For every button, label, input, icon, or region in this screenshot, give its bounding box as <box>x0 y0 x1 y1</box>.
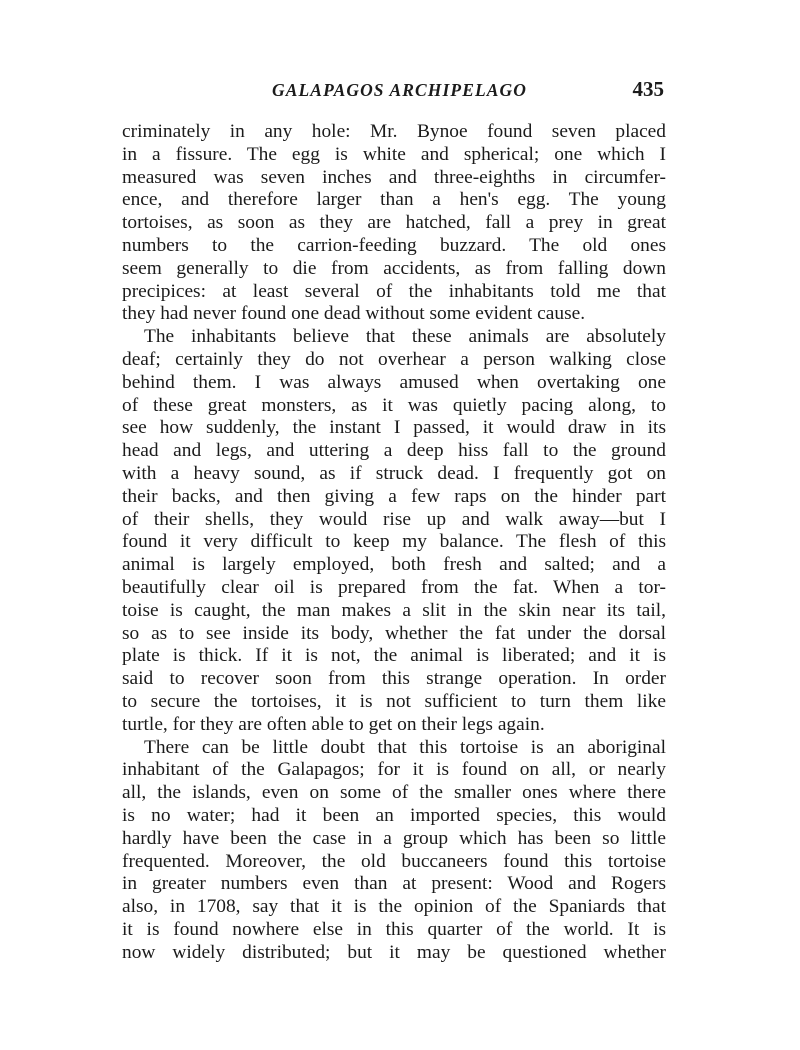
text-line: behind them. I was always amused when overtaking one <box>122 371 666 393</box>
text-line: in a fissure. The egg is white and spherical; one which I <box>122 143 666 165</box>
text-line: hardly have been the case in a group which has been so little <box>122 827 666 849</box>
text-line: so as to see inside its body, whether the fat under the dorsal <box>122 622 666 644</box>
paragraph-first-line: The inhabitants believe that these animals are absolutely <box>144 326 666 348</box>
text-line: now widely distributed; but it may be questioned whether <box>122 941 666 963</box>
text-line: precipices: at least several of the inhabitants told me that <box>122 280 666 302</box>
text-line: criminately in any hole: Mr. Bynoe found seven placed <box>122 121 666 142</box>
text-line: all, the islands, even on some of the smaller ones where there <box>122 782 666 804</box>
text-line: said to recover soon from this strange operation. In order <box>122 668 666 690</box>
text-line: plate is thick. If it is not, the animal is liberated; and it is <box>122 645 666 667</box>
running-title: GALAPAGOS ARCHIPELAGO <box>272 80 528 100</box>
text-line: their backs, and then giving a few raps on the hinder part <box>122 485 666 507</box>
text-line: see how suddenly, the instant I passed, it would draw in its <box>122 417 666 439</box>
text-line: measured was seven inches and three-eighths in circumfer- <box>122 166 666 188</box>
text-line: beautifully clear oil is prepared from the fat. When a tor- <box>122 576 666 598</box>
page-number: 435 <box>632 77 664 101</box>
text-line: it is found nowhere else in this quarter of the world. It is <box>122 918 666 940</box>
text-line: animal is largely employed, both fresh and salted; and a <box>122 554 666 576</box>
text-line: tortoises, as soon as they are hatched, fall a prey in great <box>122 212 666 234</box>
text-line: of these great monsters, as it was quietly pacing along, to <box>122 394 666 416</box>
text-line: turtle, for they are often able to get on their legs again. <box>122 713 545 735</box>
body-text <box>122 121 666 964</box>
text-line: in greater numbers even than at present: Wood and Rogers <box>122 873 666 895</box>
text-line: also, in 1708, say that it is the opinion of the Spaniards that <box>122 896 666 918</box>
text-line: toise is caught, the man makes a slit in the skin near its tail, <box>122 599 666 621</box>
text-line: head and legs, and uttering a deep hiss fall to the ground <box>122 440 666 462</box>
text-line: frequented. Moreover, the old buccaneers found this tortoise <box>122 850 666 872</box>
running-head <box>122 77 666 110</box>
text-line: of their shells, they would rise up and walk away—but I <box>122 508 666 530</box>
text-line: with a heavy sound, as if struck dead. I frequently got on <box>122 462 666 484</box>
text-line: is no water; had it been an imported species, this would <box>122 804 666 826</box>
text-line: seem generally to die from accidents, as from falling down <box>122 257 666 279</box>
text-line: found it very difficult to keep my balance. The flesh of this <box>122 531 666 553</box>
text-line: to secure the tortoises, it is not sufficient to turn them like <box>122 690 666 712</box>
text-line: deaf; certainly they do not overhear a person walking close <box>122 348 666 370</box>
text-line: inhabitant of the Galapagos; for it is found on all, or nearly <box>122 759 666 781</box>
text-line: numbers to the carrion-feeding buzzard. The old ones <box>122 234 666 256</box>
text-line: they had never found one dead without some evident cause. <box>122 303 586 325</box>
text-line: ence, and therefore larger than a hen's egg. The young <box>122 189 666 211</box>
paragraph-first-line: There can be little doubt that this tortoise is an aboriginal <box>144 736 666 758</box>
